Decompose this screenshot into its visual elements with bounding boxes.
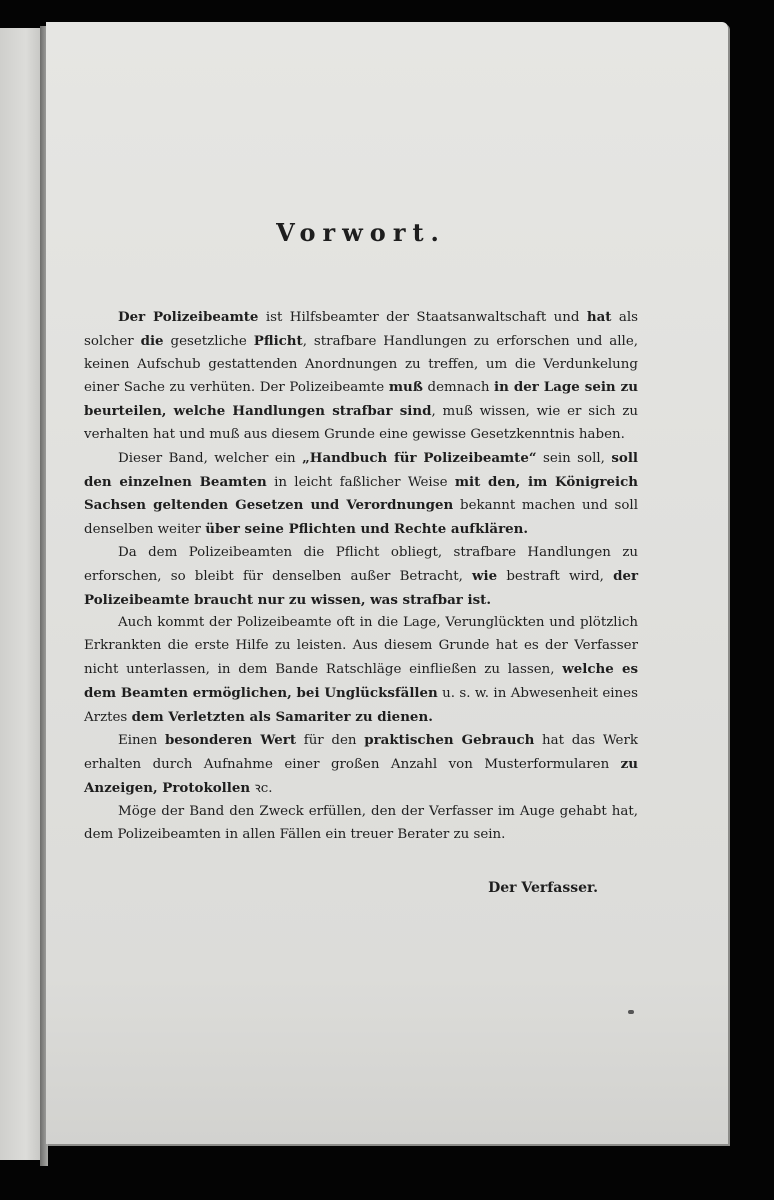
emphasized-text: Der Polizeibeamte: [118, 309, 259, 325]
left-page-edge: [0, 28, 44, 1160]
emphasized-text: muß: [388, 379, 423, 396]
paragraph-text: Da dem Polizeibeamten die Pflicht obliegt, strafbare Handlungen zu erforschen, so bleibt für denselben außer Betracht,: [84, 544, 638, 584]
emphasized-text: mit den, im Königreich Sachsen geltenden Gesetzen und Verordnungen: [84, 473, 638, 514]
emphasized-text: soll den einzelnen Beamten: [84, 449, 638, 490]
emphasized-text: die: [140, 332, 164, 349]
page-title: Vorwort.: [276, 218, 446, 247]
signature: Der Verfasser.: [488, 880, 598, 897]
preface-paragraph: [84, 306, 638, 447]
emphasized-text: „Handbuch für Polizeibeamte“: [302, 449, 537, 466]
paragraph-text: u. s. w. in Abwesenheit eines Arztes: [84, 685, 638, 725]
emphasized-text: hat: [586, 309, 612, 325]
emphasized-text: in der Lage sein zu beurteilen, welche Handlungen strafbar sind: [84, 379, 638, 420]
paragraph-text: Einen: [118, 733, 165, 749]
preface-paragraph: [84, 612, 638, 729]
paragraph-text: ꝛc.: [250, 780, 273, 796]
preface-paragraph: [84, 542, 638, 612]
emphasized-text: über seine Pflichten und Rechte aufklären.: [205, 521, 529, 538]
emphasized-text: besonderen Wert: [164, 732, 297, 749]
paragraph-text: ist Hilfsbeamter der Staatsanwaltschaft und: [258, 310, 587, 325]
paragraph-text: bestraft wird,: [497, 568, 614, 584]
paragraph-text: Auch kommt der Polizeibeamte oft in die Lage, Verunglückten und plötzlich Erkrankten die erste Hilfe zu leisten. Aus diesem Grunde hat es der Verfasser nicht unterlassen, in dem Bande Ratschläge einfließen zu lassen,: [84, 615, 638, 677]
paragraph-text: bekannt machen und soll denselben weiter: [84, 498, 638, 538]
paragraph-text: für den: [296, 733, 365, 749]
paragraph-text: Möge der Band den Zweck erfüllen, den der Verfasser im Auge gehabt hat, dem Polizeibeamten in allen Fällen ein treuer Berater zu sein.: [84, 803, 638, 842]
paragraph-text: gesetzliche: [163, 333, 254, 349]
emphasized-text: Pflicht: [253, 332, 303, 349]
paragraph-text: sein soll,: [536, 450, 612, 466]
emphasized-text: welche es dem Beamten ermöglichen, bei Unglücksfällen: [84, 660, 638, 701]
preface-body: [84, 306, 638, 846]
emphasized-text: der Polizeibeamte braucht nur zu wissen, was strafbar ist.: [84, 567, 639, 608]
paragraph-text: Dieser Band, welcher ein: [118, 450, 303, 466]
paragraph-text: hat das Werk erhalten durch Aufnahme einer großen Anzahl von Musterformularen: [84, 733, 638, 773]
paragraph-text: in leicht faßlicher Weise: [266, 474, 455, 490]
preface-paragraph: [84, 801, 638, 847]
paper-speck: [628, 1010, 634, 1014]
paragraph-text: , muß wissen, wie er sich zu verhalten hat und muß aus diesem Grunde eine gewisse Gesetzkenntnis haben.: [84, 404, 638, 442]
preface-paragraph: [84, 729, 638, 800]
emphasized-text: wie: [472, 567, 498, 584]
paragraph-text: demnach: [422, 380, 495, 396]
paragraph-text: , strafbare Handlungen zu erforschen und alle, keinen Aufschub gestattenden Anordnungen zu treffen, um die Verdunkelung einer Sache zu verhüten. Der Polizeibeamte: [84, 333, 638, 396]
preface-paragraph: [84, 447, 638, 542]
emphasized-text: praktischen Gebrauch: [364, 732, 535, 749]
page-text: [84, 218, 638, 898]
emphasized-text: dem Verletzten als Samariter zu dienen.: [131, 708, 433, 725]
emphasized-text: zu Anzeigen, Protokollen: [84, 756, 638, 796]
paragraph-text: als solcher: [84, 310, 638, 349]
